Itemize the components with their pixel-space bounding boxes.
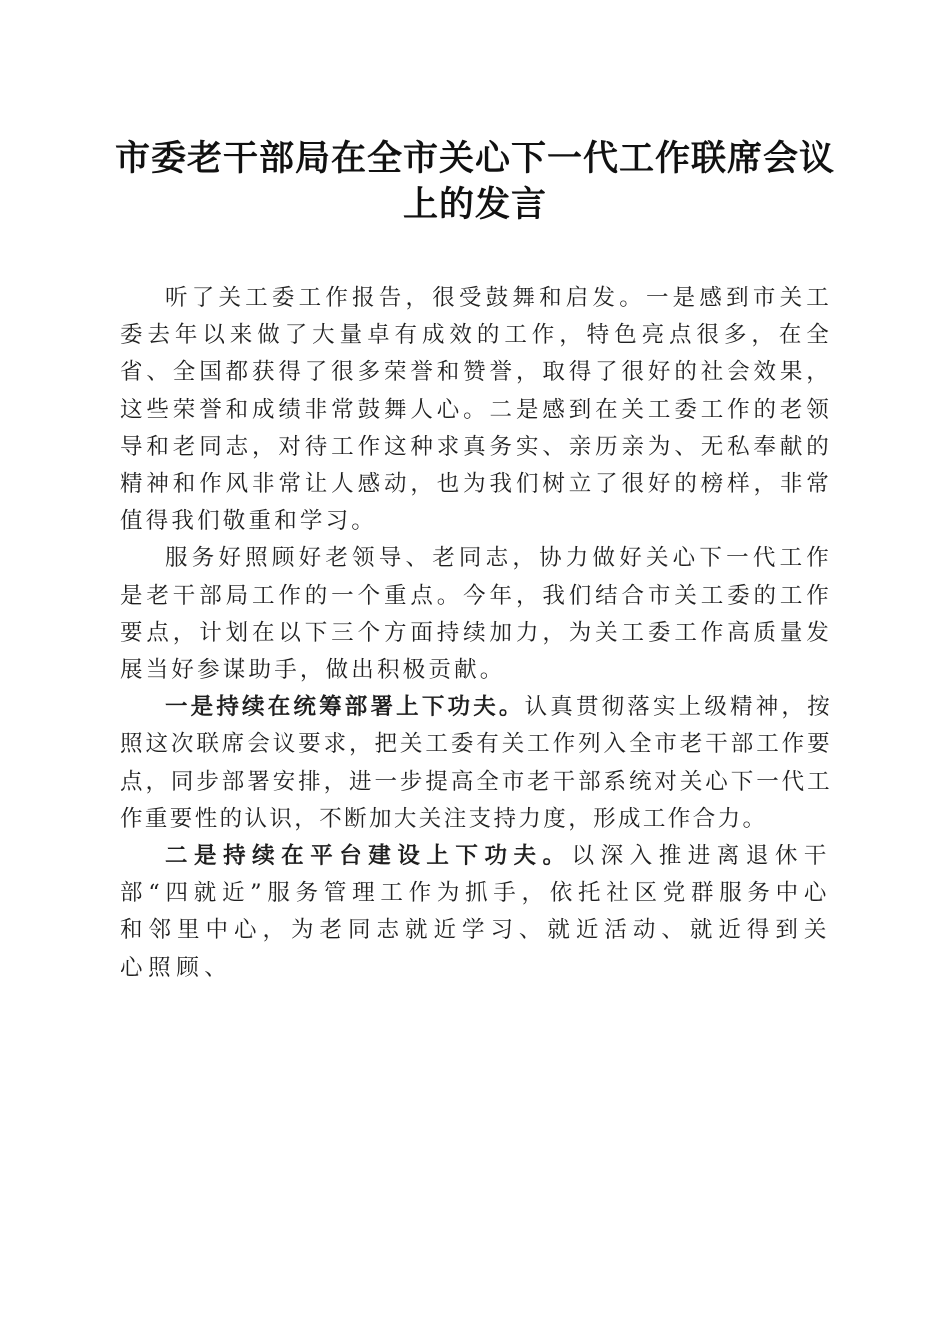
document-body: [120, 280, 832, 987]
paragraph-text: 服务好照顾好老领导、老同志，协力做好关心下一代工作是老干部局工作的一个重点。今年，我们结合市关工委的工作要点，计划在以下三个方面持续加力，为关工委工作高质量发展当好参谋助手，做出积极贡献。: [120, 545, 832, 684]
paragraph: [120, 689, 832, 838]
title-line-1: 市委老干部局在全市关心下一代工作联席会议: [114, 138, 835, 179]
paragraph-lead: 一是持续在统筹部署上下功夫。: [165, 694, 525, 721]
paragraph-text: 以深入推进离退休干部“四就近”服务管理工作为抓手，依托社区党群服务中心和邻里中心，为老同志就近学习、就近活动、就近得到关心照顾、: [120, 843, 833, 981]
paragraph-text: 认真贯彻落实上级精神，按照这次联席会议要求，把关工委有关工作列入全市老干部工作要点，同步部署安排，进一步提高全市老干部系统对关心下一代工作重要性的认识，不断加大关注支持力度，形成工作合力。: [120, 694, 832, 832]
title-line-2: 上的发言: [402, 184, 547, 225]
paragraph: [120, 540, 832, 689]
paragraph: [120, 280, 832, 540]
paragraph: [120, 838, 832, 987]
document-title: [100, 136, 850, 228]
paragraph-lead: 二是持续在平台建设上下功夫。: [165, 843, 572, 870]
paragraph-text: 听了关工委工作报告，很受鼓舞和启发。一是感到市关工委去年以来做了大量卓有成效的工作，特色亮点很多，在全省、全国都获得了很多荣誉和赞誉，取得了很好的社会效果，这些荣誉和成绩非常鼓舞人心。二是感到在关工委工作的老领导和老同志，对待工作这种求真务实、亲历亲为、无私奉献的精神和作风非常让人感动，也为我们树立了很好的榜样，非常值得我们敬重和学习。: [120, 285, 832, 535]
